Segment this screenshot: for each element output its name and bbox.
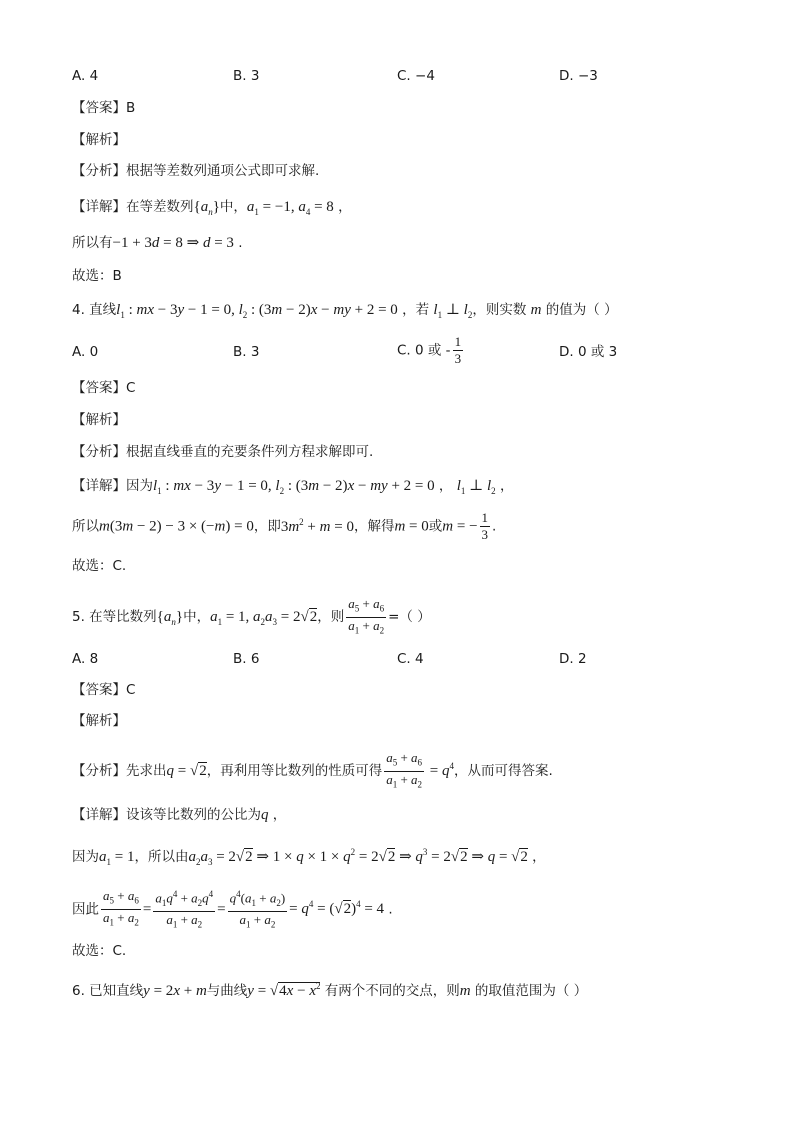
question-5-stem: 5. 在等比数列$\{a_n\}$中，$a_1 = 1$, $a_2a_3 = 2√2$，则 $\frac{a_5 + a_6}{a_1 + a_2}$ =（ ） <box>72 596 431 636</box>
option-b: B. 3 <box>233 68 260 84</box>
xiangjie: 【详解】因为$l_1$ : mx − 3y − 1 = 0, $l_2$ : (3m − 2)x − my + 2 = 0 ， $l_1$ ⊥ $l_2$ ， <box>72 478 514 496</box>
derivation: 所以m(3m − 2) − 3 × (−m) = 0，即$3m^2 + m = 0$，解得m = 0或m = − $\frac{1}{3}$ . <box>72 510 497 542</box>
fenxi: 【分析】根据等差数列通项公式即可求解. <box>72 163 320 179</box>
xiangjie: 【详解】设该等比数列的公比为q ， <box>72 807 287 823</box>
conclusion: 故选：B <box>72 268 122 284</box>
option-d: D. −3 <box>559 68 598 84</box>
answer: 【答案】C <box>72 682 136 698</box>
question-4-stem: 4. 直线$l_1$ : mx − 3y − 1 = 0, $l_2$ : (3m − 2)x − my + 2 = 0 ，若 $l_1$ ⊥ $l_2$，则实数 m 的值为（ ） <box>72 302 618 320</box>
answer: 【答案】C <box>72 380 136 396</box>
analysis-heading: 【解析】 <box>72 132 126 148</box>
option-b: B. 6 <box>233 651 260 667</box>
option-d: D. 2 <box>559 651 587 667</box>
option-c: C. 0 或 - $\frac{1}{3}$ <box>397 334 462 366</box>
xiangjie: 【详解】在等差数列$\{a_n\}$中，$a_1 = -1$, $a_4 = 8$ ， <box>72 199 352 217</box>
option-a: A. 8 <box>72 651 99 667</box>
fenxi: 【分析】根据直线垂直的充要条件列方程求解即可. <box>72 444 374 460</box>
analysis-heading: 【解析】 <box>72 412 126 428</box>
option-b: B. 3 <box>233 344 260 360</box>
question-6-stem: 6. 已知直线y = 2x + m与曲线$y = √4x - x^2$ 有两个不同的交点，则m 的取值范围为（ ） <box>72 981 588 999</box>
analysis-heading: 【解析】 <box>72 713 126 729</box>
derivation-1: 因为$a_1 = 1$，所以由$a_2a_3 = 2√2$ ⇒ $1 \times q \times 1 \times q^2 = 2√2$ ⇒ $q^3 = 2√2$ ⇒ q = √2 ， <box>72 847 546 867</box>
derivation: 所以有−1 + 3d = 8 ⇒ d = 3 . <box>72 235 243 251</box>
fenxi: 【分析】先求出q = √2，再利用等比数列的性质可得 $\frac{a_5 + a_6}{a_1 + a_2}$ = $q^4$，从而可得答案. <box>72 750 553 790</box>
option-c: C. 4 <box>397 651 424 667</box>
option-a: A. 0 <box>72 344 99 360</box>
derivation-2: 因此 $\frac{a_5 + a_6}{a_1 + a_2}$ = $\frac{a_1q^4 + a_2q^4}{a_1 + a_2}$ = $\frac{q^4(a_1 + a_2)}{a_1 + a_2}$ = $q^4 = (√2)^4 = 4$ . <box>72 886 393 933</box>
conclusion: 故选：C. <box>72 943 127 959</box>
option-c: C. −4 <box>397 68 435 84</box>
conclusion: 故选：C. <box>72 558 127 574</box>
option-a: A. 4 <box>72 68 99 84</box>
option-d: D. 0 或 3 <box>559 344 618 360</box>
answer: 【答案】B <box>72 100 136 116</box>
